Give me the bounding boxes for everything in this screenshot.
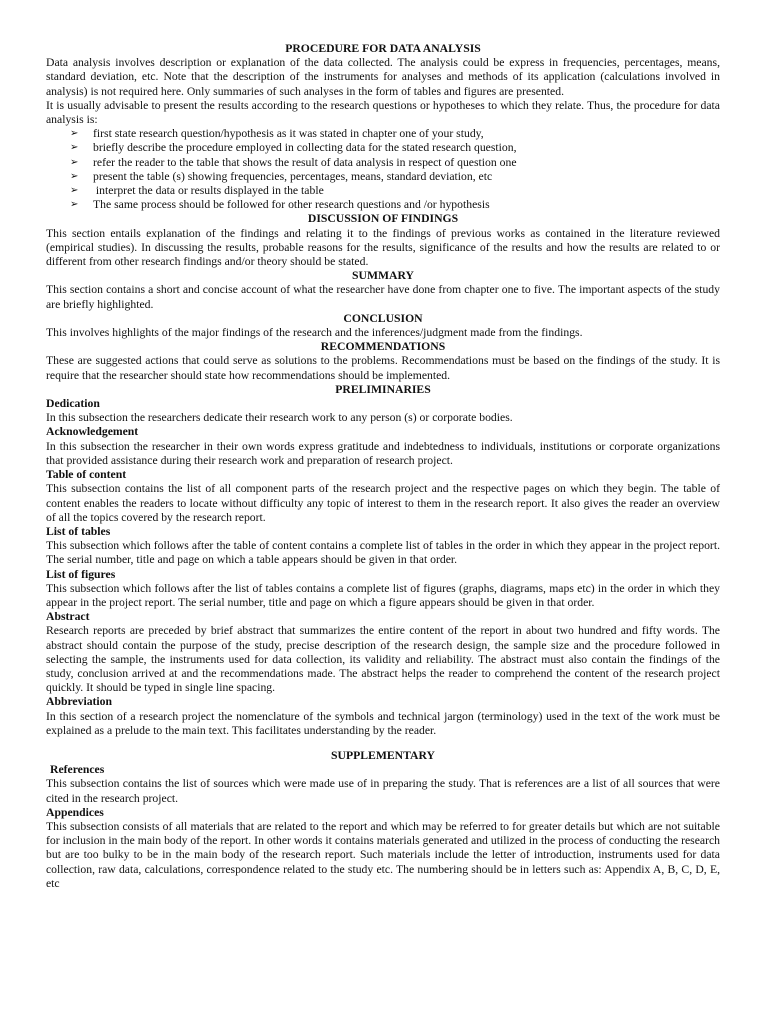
section-heading: SUMMARY xyxy=(352,269,414,283)
arrow-bullet-icon: ➢ xyxy=(70,156,79,168)
subsection-heading: Table of content xyxy=(46,468,127,482)
bullet-text: briefly describe the procedure employed in collecting data for the stated research question, xyxy=(93,141,517,155)
subsection-heading: Abbreviation xyxy=(46,695,113,709)
bullet-item xyxy=(70,170,720,184)
body-paragraph: In this section of a research project the nomenclature of the symbols and technical jargon (terminology) used in the text of the work must be explained as a prelude to the main text. This facilitates understanding by the reader. xyxy=(46,709,720,737)
bullet-item xyxy=(70,156,720,170)
section-heading: SUPPLEMENTARY xyxy=(331,748,435,762)
body-paragraph: This subsection consists of all materials that are related to the report and which may be referred to for greater details but which are not suitable for inclusion in the main body of the report. In other words it contains materials generated and utilized in the process of conducting the research but are too bulky to be in the main body of the research report. Such materials include the letter of introduction, instruments used for data collection, raw data, calculations, correspondence related to the study etc. The numbering should be in letters such as: Appendix A, B, C, D, E, etc xyxy=(46,819,720,890)
body-paragraph: This section contains a short and concise account of what the researcher have done from chapter one to five. The important aspects of the study are briefly highlighted. xyxy=(46,283,720,311)
bullet-item xyxy=(70,198,720,212)
body-paragraph: This involves highlights of the major findings of the research and the inferences/judgment made from the findings. xyxy=(46,326,583,340)
body-paragraph: This subsection which follows after the list of tables contains a complete list of figures (graphs, diagrams, maps etc) in the order in which they appear in the project report. The serial number, title and page on which a figure appears should be given in that order. xyxy=(46,581,720,609)
bullet-item xyxy=(70,141,720,155)
procedure-bullet-list xyxy=(46,127,720,212)
subsection-heading: List of figures xyxy=(46,567,116,581)
arrow-bullet-icon: ➢ xyxy=(70,128,79,140)
subsection-heading: Appendices xyxy=(46,805,104,819)
bullet-text: first state research question/hypothesis as it was stated in chapter one of your study, xyxy=(93,127,484,141)
body-paragraph: In this subsection the researcher in their own words express gratitude and indebtedness to individuals, institutions or corporate organizations that provided assistance during their research work and preparation of research project. xyxy=(46,439,720,467)
subsection-heading: References xyxy=(50,763,105,777)
section-heading: PRELIMINARIES xyxy=(335,382,431,396)
body-paragraph: These are suggested actions that could serve as solutions to the problems. Recommendations must be based on the findings of the study. It is require that the researcher should state how recommendations should be implemented. xyxy=(46,354,720,382)
bullet-item xyxy=(70,127,720,141)
body-paragraph: In this subsection the researchers dedicate their research work to any person (s) or corporate bodies. xyxy=(46,411,513,425)
bullet-text: The same process should be followed for other research questions and /or hypothesis xyxy=(93,198,490,212)
subsection-heading: Abstract xyxy=(46,610,90,624)
section-heading: CONCLUSION xyxy=(343,311,423,325)
section-heading: RECOMMENDATIONS xyxy=(320,340,446,354)
bullet-text: present the table (s) showing frequencies, percentages, means, standard deviation, etc xyxy=(93,169,493,183)
body-paragraph: This subsection contains the list of all component parts of the research project and the respective pages on which they begin. The table of content enables the readers to locate without difficulty any topic of interest to them in the research report. It also gives the reader an overview of all the topics covered by the research report. xyxy=(46,482,720,524)
body-paragraph: Data analysis involves description or explanation of the data collected. The analysis could be express in frequencies, percentages, means, standard deviation, etc. Note that the description of the instruments for analyses and methods of its application (calculations involved in analysis) is not required here. Only summaries of such analyses in the form of tables and figures are presented. xyxy=(46,56,720,98)
body-paragraph: Research reports are preceded by brief abstract that summarizes the entire content of the report in about two hundred and fifty words. The abstract should contain the purpose of the study, precise description of the research design, the sample size and the procedure followed in selecting the sample, the instruments used for data collection, its validity and reliability. The abstract must also contain the findings of the study, conclusion arrived at and the recommendations made. The abstract helps the reader to comprehend the content of the research project quickly. It should be typed in single line spacing. xyxy=(46,624,720,695)
section-heading: PROCEDURE FOR DATA ANALYSIS xyxy=(285,42,481,55)
subsection-heading: List of tables xyxy=(46,524,111,538)
bullet-text: refer the reader to the table that shows the result of data analysis in respect of question one xyxy=(93,155,517,169)
bullet-text: interpret the data or results displayed in the table xyxy=(93,184,324,198)
body-paragraph: This subsection contains the list of sources which were made use of in preparing the study. That is references are a list of all sources that were cited in the research project. xyxy=(46,777,720,805)
body-paragraph: It is usually advisable to present the results according to the research questions or hypotheses to which they relate. Thus, the procedure for data analysis is: xyxy=(46,98,720,127)
document-page xyxy=(46,42,720,891)
body-paragraph: This section entails explanation of the findings and relating it to the findings of previous works as contained in the literature reviewed (empirical studies). In discussing the results, probable reasons for the results, significance of the results and how the results are related to or different from other research findings and/or theory should be stated. xyxy=(46,226,720,269)
subsection-heading: Dedication xyxy=(46,397,100,411)
arrow-bullet-icon: ➢ xyxy=(70,185,79,197)
arrow-bullet-icon: ➢ xyxy=(70,142,79,154)
bullet-item xyxy=(70,184,720,198)
section-heading: DISCUSSION OF FINDINGS xyxy=(307,212,459,226)
arrow-bullet-icon: ➢ xyxy=(70,199,79,211)
subsection-heading: Acknowledgement xyxy=(46,425,139,439)
body-paragraph: This subsection which follows after the table of content contains a complete list of tables in the order in which they appear in the project report. The serial number, title and page on which a table appears should be given in that order. xyxy=(46,539,720,567)
arrow-bullet-icon: ➢ xyxy=(70,170,79,182)
